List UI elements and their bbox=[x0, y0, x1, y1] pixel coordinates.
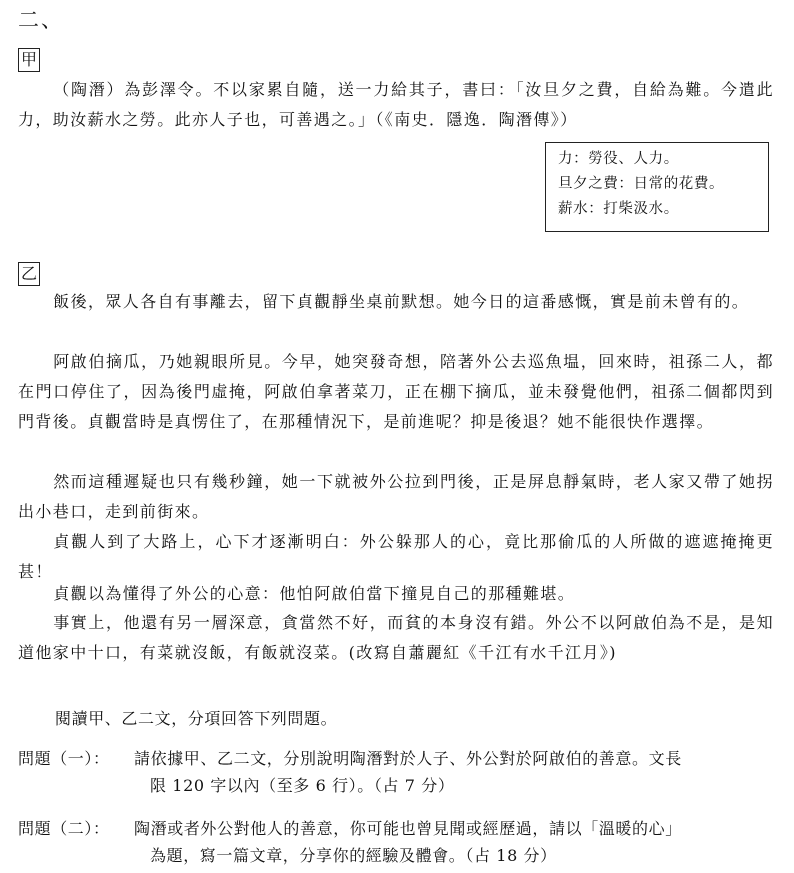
glossary-item: 薪水：打柴汲水。 bbox=[558, 201, 679, 217]
question-label: 問題（二）： bbox=[18, 819, 110, 838]
passage-b-label: 乙 bbox=[18, 262, 40, 286]
question-1 bbox=[18, 745, 778, 799]
question-2 bbox=[18, 815, 778, 869]
question-label: 問題（一）： bbox=[18, 749, 110, 768]
passage-b-paragraph: 然而這種遲疑也只有幾秒鐘，她一下就被外公拉到門後，正是屏息靜氣時，老人家又帶了她拐出小巷口，走到前街來。 bbox=[18, 472, 774, 521]
passage-b-paragraph: 阿啟伯摘瓜，乃她親眼所見。今早，她突發奇想，陪著外公去巡魚塭，回來時，祖孫二人，都在門口停住了，因為後門虛掩，阿啟伯拿著菜刀，正在棚下摘瓜，並未發覺他們，祖孫二個都閃到門背後。貞觀當時是真愣住了，在那種情況下，是前進呢？抑是後退？她不能很快作選擇。 bbox=[18, 352, 774, 431]
question-text: 限 120 字以內（至多 6 行）。（占 7 分） bbox=[150, 776, 455, 795]
glossary-item: 力：勞役、人力。 bbox=[558, 151, 679, 167]
passage-b-paragraph: 貞觀人到了大路上，心下才逐漸明白：外公躲那人的心，竟比那偷瓜的人所做的遮遮掩掩更甚！ bbox=[18, 532, 774, 581]
glossary-item: 旦夕之費：日常的花費。 bbox=[558, 176, 725, 192]
passage-b-paragraph: 事實上，他還有另一層深意，貪當然不好，而貧的本身沒有錯。外公不以阿啟伯為不是，是知道他家中十口，有菜就沒飯，有飯就沒菜。(改寫自蕭麗紅《千江有水千江月》) bbox=[18, 613, 774, 662]
section-heading: 二、 bbox=[18, 8, 64, 32]
question-text: 陶潛或者外公對他人的善意，你可能也曾見聞或經歷過，請以「溫暖的心」 bbox=[134, 819, 682, 838]
instructions: 閱讀甲、乙二文，分項回答下列問題。 bbox=[55, 709, 338, 728]
glossary-box bbox=[545, 142, 769, 232]
passage-a-label: 甲 bbox=[18, 48, 40, 72]
passage-b-paragraph: 貞觀以為懂得了外公的心意：他怕阿啟伯當下撞見自己的那種難堪。 bbox=[53, 584, 576, 603]
passage-b-paragraph: 飯後，眾人各自有事離去，留下貞觀靜坐桌前默想。她今日的這番感慨，實是前未曾有的。 bbox=[53, 292, 750, 311]
passage-a-text: （陶潛）為彭澤令。不以家累自隨，送一力給其子，書曰：「汝旦夕之費，自給為難。今遣此力，助汝薪水之勞。此亦人子也，可善遇之。」（《南史．隱逸．陶潛傳》） bbox=[18, 80, 774, 129]
question-text: 請依據甲、乙二文，分別說明陶潛對於人子、外公對於阿啟伯的善意。文長 bbox=[134, 749, 682, 768]
question-text: 為題，寫一篇文章，分享你的經驗及體會。（占 18 分） bbox=[150, 846, 557, 865]
